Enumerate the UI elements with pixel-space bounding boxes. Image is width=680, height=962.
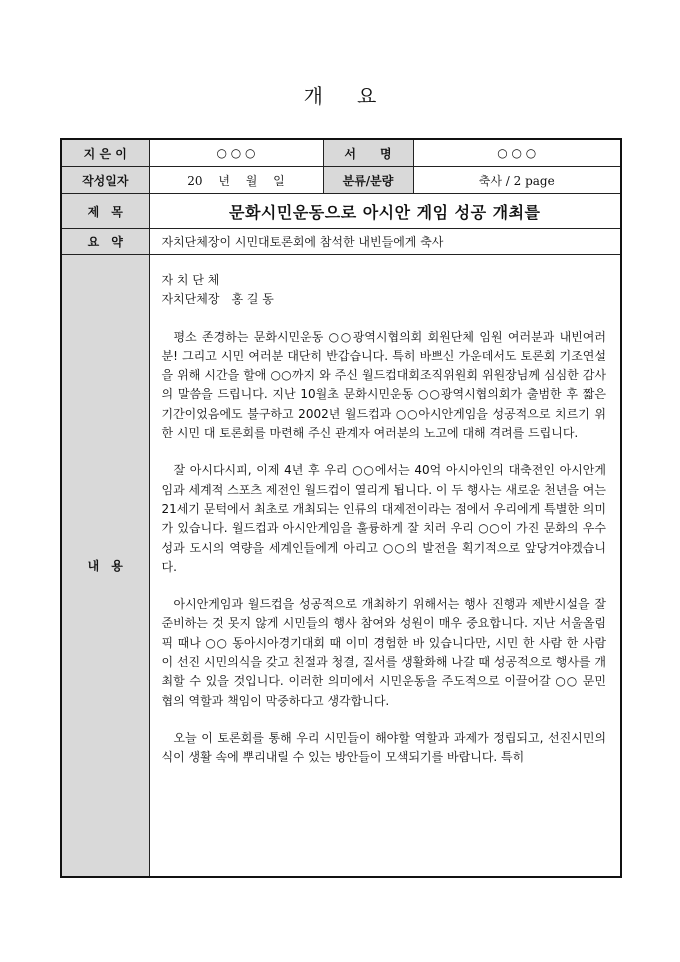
author-label: 지 은 이 — [61, 139, 149, 167]
date-label: 작성일자 — [61, 167, 149, 194]
content-paragraph-3: 아시안게임과 월드컵을 성공적으로 개최하기 위해서는 행사 진행과 제반시설을 잘 준비하는 것 못지 않게 시민들의 행사 참여와 성원이 매우 중요합니다. 지난 서울올림픽 때나 ○○ 동아시아경기대회 때 이미 경험한 바 있습니다만, 시민 한 사람 한 사람이 선진 시민의식을 갖고 친절과 청결, 질서를 생활화해 나갈 때 성공적으로 행사를 개최할 수 있을 것입니다. 이러한 의미에서 시민운동을 주도적으로 이끌어갈 ○○ 문민협의 역할과 책임이 막중하다고 생각합니다. — [161, 597, 606, 708]
subject-value: 문화시민운동으로 아시안 게임 성공 개최를 — [149, 194, 621, 229]
summary-row — [61, 229, 621, 255]
category-label: 분류/분량 — [323, 167, 413, 194]
date-value: 20 년 월 일 — [149, 167, 323, 194]
category-value: 축사 / 2 page — [413, 167, 621, 194]
overview-form-table — [60, 138, 622, 878]
content-paragraph-2: 잘 아시다시피, 이제 4년 후 우리 ○○에서는 40억 아시아인의 대축전인 아시안게임과 세계적 스포츠 제전인 월드컵이 열리게 됩니다. 이 두 행사는 새로운 천년을 여는 21세기 문턱에서 최초로 개최되는 인류의 대제전이라는 점에서 우리에게 특별한 의미가 있습니다. 월드컵과 아시안게임을 훌륭하게 잘 치러 우리 ○○이 가진 문화의 우수성과 도시의 역량을 세계인들에게 아리고 ○○의 발전을 획기적으로 앞당겨야겠습니다. — [161, 463, 606, 574]
signature-label: 서 명 — [323, 139, 413, 167]
author-value: ○ ○ ○ — [149, 139, 323, 167]
author-row — [61, 139, 621, 167]
signature-value: ○ ○ ○ — [413, 139, 621, 167]
content-org: 자 치 단 체 — [161, 273, 220, 287]
summary-value: 자치단체장이 시민대토론회에 참석한 내빈들에게 축사 — [149, 229, 621, 255]
title-part-2: 요 — [357, 84, 377, 108]
content-cell — [149, 255, 621, 878]
title-part-1: 개 — [303, 84, 323, 108]
content-paragraph-4: 오늘 이 토론회를 통해 우리 시민들이 해야할 역할과 과제가 정립되고, 선진시민의식이 생활 속에 뿌리내릴 수 있는 방안들이 모색되기를 바랍니다. 특히 — [161, 730, 606, 765]
content-row — [61, 255, 621, 878]
subject-row — [61, 194, 621, 229]
content-paragraph-1: 평소 존경하는 문화시민운동 ○○광역시협의회 회원단체 임원 여러분과 내빈여러분! 그리고 시민 여러분 대단히 반갑습니다. 특히 바쁘신 가운데서도 토론회 기조연설을 위해 시간을 할애 ○○까지 와 주신 월드컵대회조직위원회 위원장님께 심심한 감사의 말씀을 드립니다. 지난 10월초 문화시민운동 ○○광역시협의회가 출범한 후 짧은 기간이었음에도 불구하고 2002년 월드컵과 ○○아시안게임을 성공적으로 치르기 위한 시민 대 토론회를 마련해 주신 관계자 여러분의 노고에 대해 격려를 드립니다. — [161, 329, 606, 441]
document-title — [0, 80, 680, 109]
subject-label: 제 목 — [61, 194, 149, 229]
content-speaker: 자치단체장 홍 길 동 — [161, 292, 274, 307]
content-body — [150, 255, 621, 768]
summary-label: 요 약 — [61, 229, 149, 255]
date-row — [61, 167, 621, 194]
content-label: 내 용 — [61, 255, 149, 878]
